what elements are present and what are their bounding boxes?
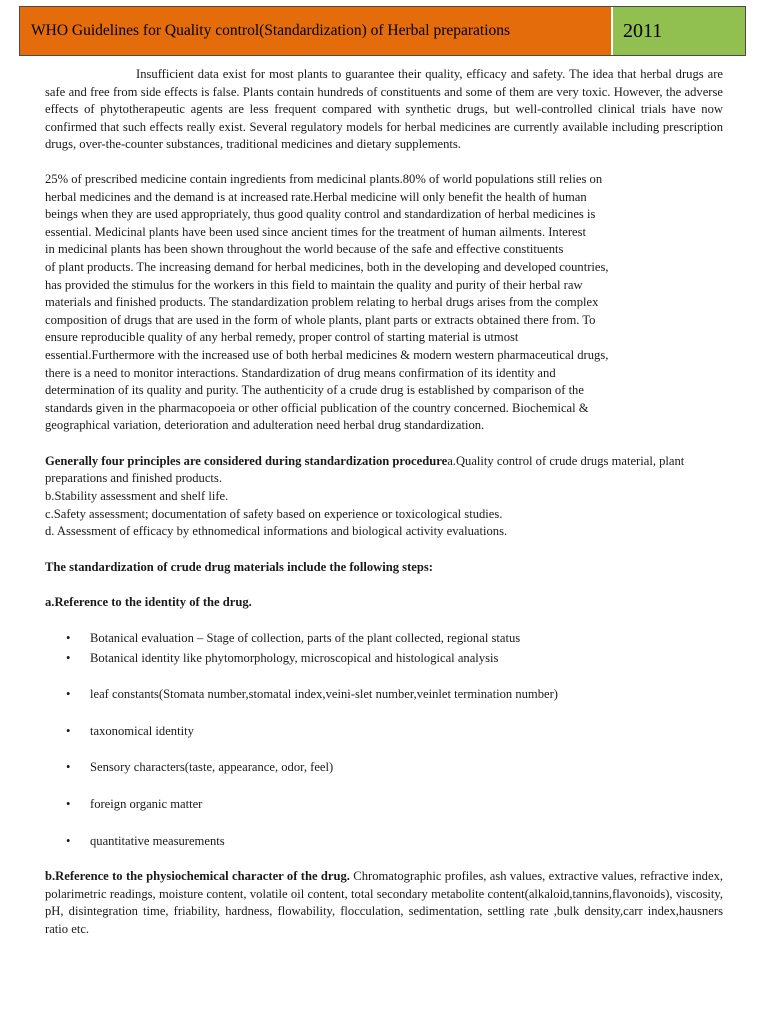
list-item <box>45 759 723 777</box>
section-a-heading: a.Reference to the identity of the drug. <box>45 595 252 610</box>
principle-a <box>45 453 723 488</box>
list-item-text: Sensory characters(taste, appearance, odor, feel) <box>90 760 334 775</box>
principle-b: b.Stability assessment and shelf life. <box>45 489 229 504</box>
list-item <box>45 796 723 814</box>
bullet-icon: • <box>66 723 71 738</box>
principle-d: d. Assessment of efficacy by ethnomedical informations and biological activity evaluations. <box>45 524 508 539</box>
paragraph-line: has provided the stimulus for the workers in this field to maintain the quality and purity of their herbal raw <box>45 277 583 292</box>
bullet-icon: • <box>66 631 71 646</box>
paragraph-line: determination of its quality and purity. The authenticity of a crude drug is established by comparison of the <box>45 383 584 398</box>
list-item <box>45 650 723 668</box>
list-item <box>45 630 723 648</box>
principle-c: c.Safety assessment; documentation of safety based on experience or toxicological studies. <box>45 506 503 521</box>
paragraph-line: essential. Medicinal plants have been used since ancient times for the treatment of human ailments. Interest <box>45 224 587 239</box>
paragraph-line: there is a need to monitor interactions. Standardization of drug means confirmation of its identity and <box>45 365 556 380</box>
paragraph-line: in medicinal plants has been shown throughout the world because of the safe and effective constituents <box>45 242 564 257</box>
list-item <box>45 833 723 851</box>
list-item-text: Botanical evaluation – Stage of collection, parts of the plant collected, regional status <box>90 631 521 646</box>
intro-paragraph: Insufficient data exist for most plants to guarantee their quality, efficacy and safety. The idea that herbal drugs are safe and free from side effects is false. Plants contain hundreds of constituents and some of them are very toxic. However, the adverse effects of phytotherapeutic agents are less frequent compared with synthetic drugs, but well-controlled clinical trials have now confirmed that such effects really exist. Several regulatory models for herbal medicines are currently available including prescription drugs, over-the-counter substances, traditional medicines and dietary supplements. <box>45 67 723 152</box>
paragraph-line: composition of drugs that are used in the form of whole plants, plant parts or extracts obtained there from. To <box>45 312 596 327</box>
paragraph-line: 25% of prescribed medicine contain ingredients from medicinal plants.80% of world populations still relies on <box>45 171 603 186</box>
paragraph-line: herbal medicines and the demand is at increased rate.Herbal medicine will only benefit the health of human <box>45 189 587 204</box>
bullet-icon: • <box>66 687 71 702</box>
paragraph-line: materials and finished products. The standardization problem relating to herbal drugs arises from the complex <box>45 295 599 310</box>
list-item <box>45 686 723 704</box>
section-b-heading: b.Reference to the physiochemical character of the drug. <box>45 869 350 884</box>
list-item-text: quantitative measurements <box>90 833 225 848</box>
paragraph-line: standards given in the pharmacopoeia or other official publication of the country concerned. Biochemical & <box>45 400 589 415</box>
paragraph-line: beings when they are used appropriately, thus good quality control and standardization of herbal medicines is <box>45 207 596 222</box>
header-title: WHO Guidelines for Quality control(Standardization) of Herbal preparations <box>20 7 613 55</box>
section-b-paragraph <box>45 868 723 938</box>
principle-a-text: a.Quality control of crude drugs material, plant preparations and finished products. <box>45 453 685 486</box>
steps-heading: The standardization of crude drug materials include the following steps: <box>45 559 433 574</box>
list-item-text: foreign organic matter <box>90 797 203 811</box>
bullet-icon: • <box>66 833 71 848</box>
principles-section <box>45 453 723 541</box>
section-b-text: Chromatographic profiles, ash values, extractive values, refractive index, polarimetric readings, moisture content, volatile oil content, total secondary metabolite content(alkaloid,tannins,flavonoids), viscosity, pH, disintegration time, friability, hardness, flowability, flocculation, sedimentation, settling rate ,bulk density,carr index,hausners ratio etc. <box>45 869 724 936</box>
list-item-text: leaf constants(Stomata number,stomatal index,veini-slet number,veinlet termination number) <box>90 687 558 702</box>
bullet-icon: • <box>66 797 71 811</box>
paragraph-line: of plant products. The increasing demand for herbal medicines, both in the developing and developed countries, <box>45 259 609 274</box>
medicinal-plants-paragraph <box>45 171 723 435</box>
list-item <box>45 723 723 741</box>
bullet-icon: • <box>66 760 71 775</box>
list-item-text: Botanical identity like phytomorphology, microscopical and histological analysis <box>90 650 499 665</box>
paragraph-line: geographical variation, deterioration and adulteration need herbal drug standardization. <box>45 418 485 433</box>
document-header <box>19 6 746 56</box>
bullet-icon: • <box>66 650 71 665</box>
document-body <box>45 66 723 939</box>
identity-list <box>45 630 723 850</box>
list-item-text: taxonomical identity <box>90 723 194 738</box>
principles-lead: Generally four principles are considered during standardization procedure <box>45 453 448 468</box>
paragraph-line: essential.Furthermore with the increased use of both herbal medicines & modern western pharmaceutical drugs, <box>45 347 609 362</box>
header-year: 2011 <box>613 7 745 55</box>
paragraph-line: ensure reproducible quality of any herbal remedy, proper control of starting material is utmost <box>45 330 519 345</box>
